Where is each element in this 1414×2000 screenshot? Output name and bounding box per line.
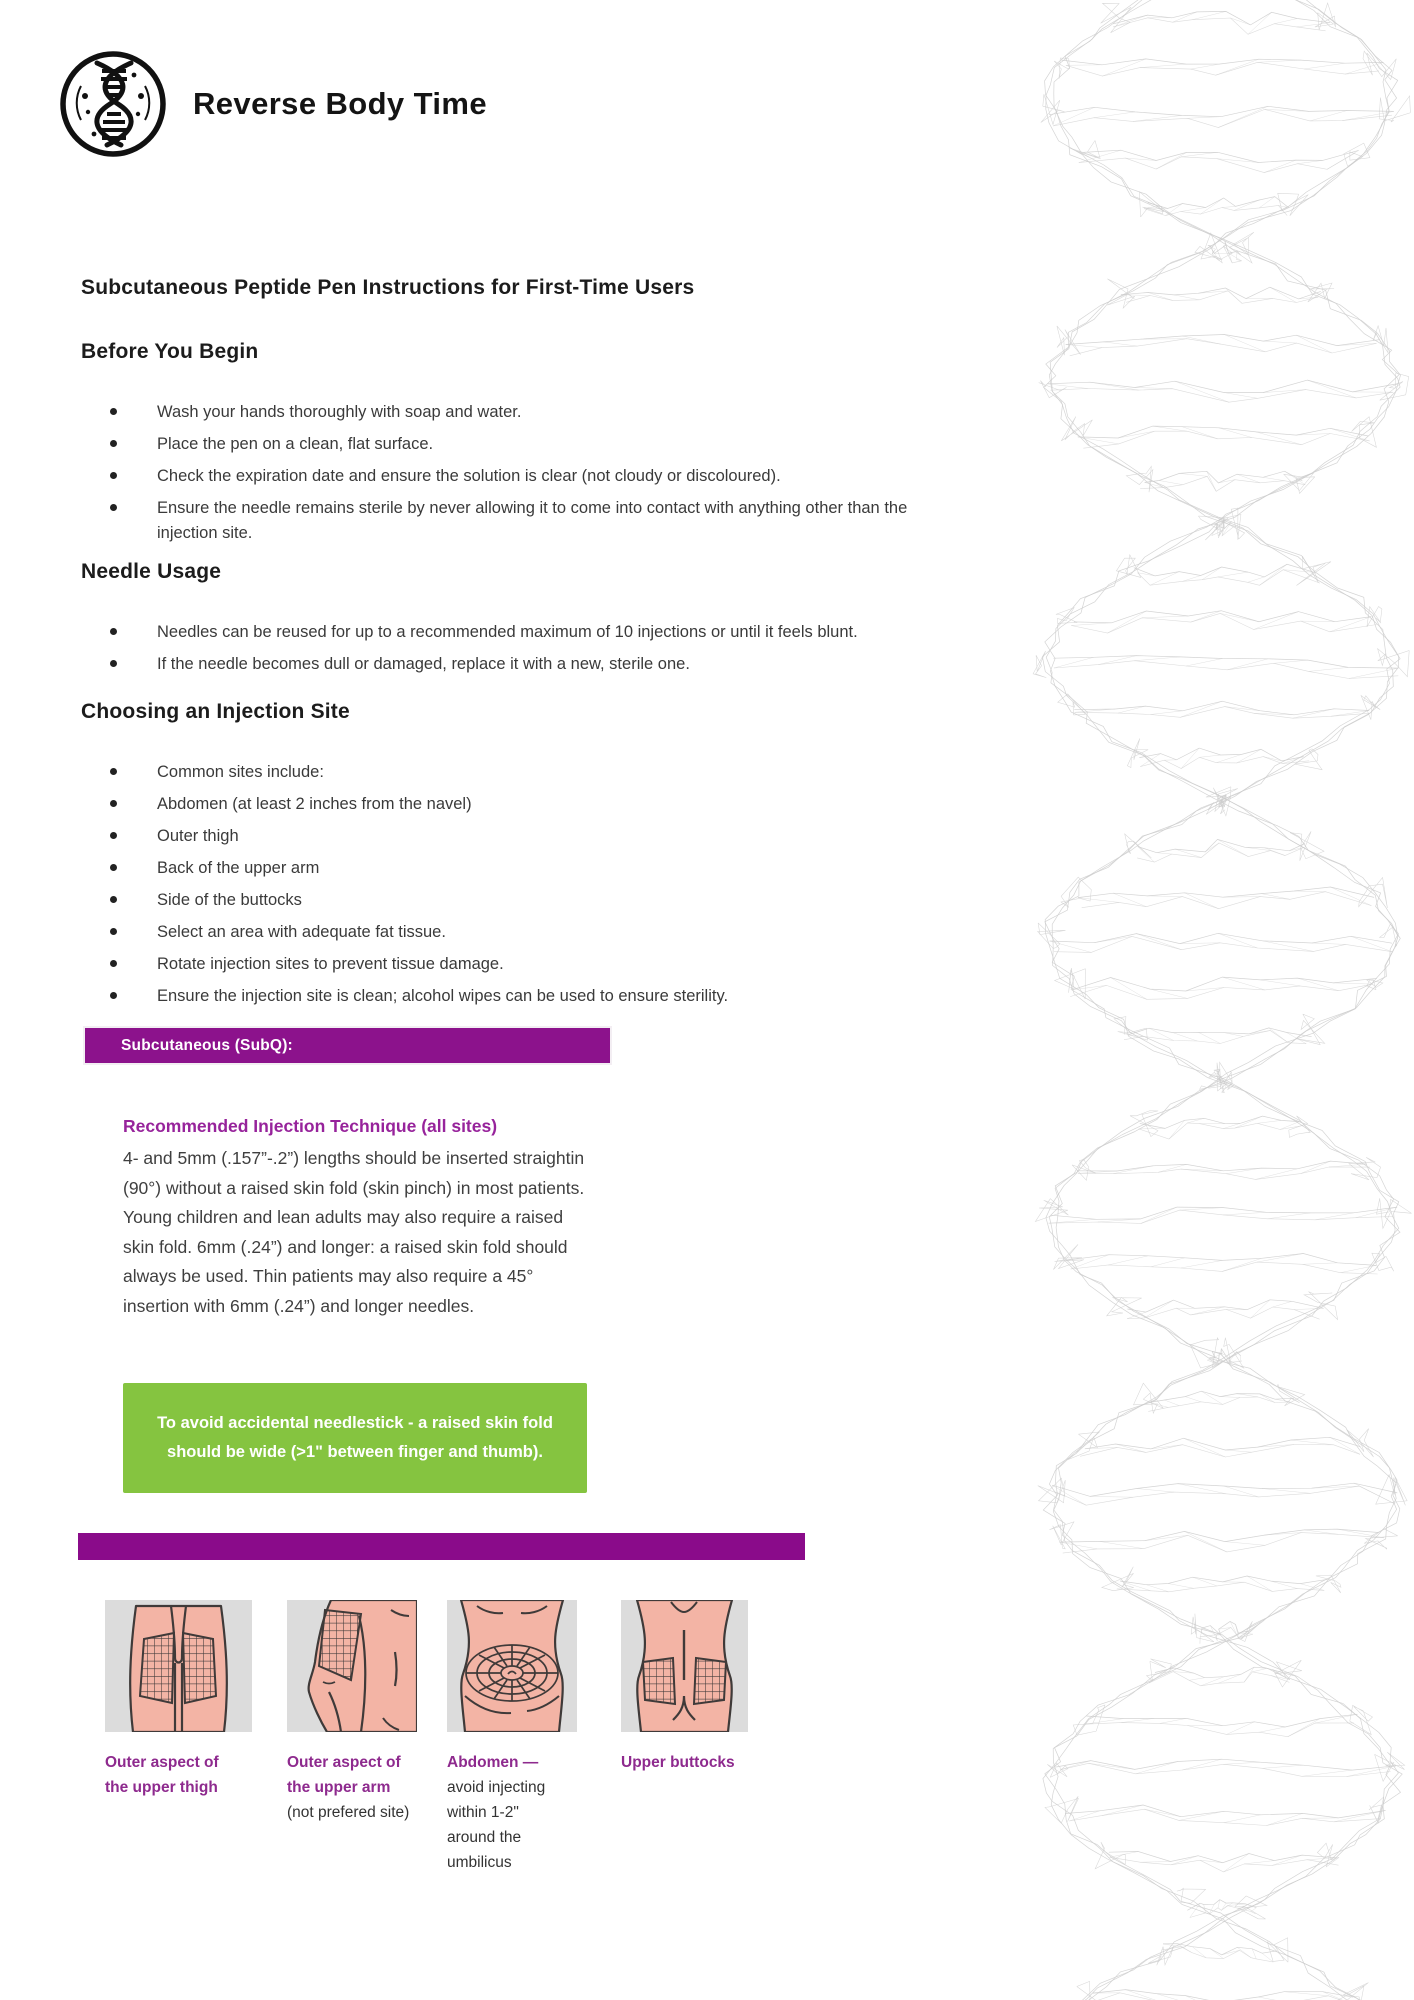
bullet-item — [110, 464, 950, 489]
site-caption — [287, 1750, 417, 1825]
subq-banner: Subcutaneous (SubQ): — [85, 1028, 610, 1063]
bullet-item — [110, 400, 950, 425]
site-label: Abdomen — — [447, 1754, 539, 1771]
abdomen-injection-site-illustration — [447, 1600, 577, 1732]
thigh-injection-site-illustration — [105, 1600, 252, 1732]
bullet-text: Back of the upper arm — [157, 859, 320, 877]
site-caption — [621, 1750, 761, 1775]
buttocks-injection-site-illustration — [621, 1600, 748, 1732]
site-label: Outer aspect of the upper arm — [287, 1754, 401, 1796]
bullet-text: Select an area with adequate fat tissue. — [157, 923, 446, 941]
technique-block — [123, 1116, 589, 1321]
bullet-text: Needles can be reused for up to a recommended maximum of 10 injections or until it feels blunt. — [157, 623, 858, 641]
needlestick-warning-text: To avoid accidental needlestick - a raised skin fold should be wide (>1" between finger and thumb). — [157, 1414, 553, 1461]
bullet-text: Wash your hands thoroughly with soap and water. — [157, 403, 522, 421]
bullet-text: Common sites include: — [157, 763, 324, 781]
bullet-list-choosing-site — [110, 760, 950, 1016]
bullet-dot — [110, 832, 117, 839]
section-heading-before-you-begin: Before You Begin — [81, 340, 259, 363]
bullet-item — [110, 920, 950, 945]
site-caption — [447, 1750, 559, 1875]
bullet-dot — [110, 768, 117, 775]
site-label: Upper buttocks — [621, 1754, 735, 1771]
dna-logo-icon — [57, 48, 169, 160]
section-heading-choosing-site: Choosing an Injection Site — [81, 700, 350, 723]
bullet-item — [110, 760, 950, 785]
bullet-list-before-you-begin — [110, 400, 950, 553]
arm-injection-site-illustration — [287, 1600, 417, 1732]
bullet-list-needle-usage — [110, 620, 950, 684]
bullet-item — [110, 824, 950, 849]
bullet-text: Ensure the needle remains sterile by never allowing it to come into contact with anything other than the injection site. — [157, 499, 908, 542]
bullet-item — [110, 984, 950, 1009]
bullet-text: Outer thigh — [157, 827, 239, 845]
technique-title: Recommended Injection Technique (all sites) — [123, 1116, 498, 1136]
bullet-text: Side of the buttocks — [157, 891, 302, 909]
purple-divider — [78, 1533, 805, 1560]
bullet-dot — [110, 660, 117, 667]
site-note: avoid injecting within 1-2" around the umbilicus — [447, 1779, 546, 1871]
brand-title: Reverse Body Time — [193, 86, 487, 121]
needlestick-warning-box — [123, 1383, 587, 1493]
header — [57, 48, 487, 160]
page-title: Subcutaneous Peptide Pen Instructions for First-Time Users — [81, 276, 695, 299]
bullet-text: Abdomen (at least 2 inches from the navel) — [157, 795, 472, 813]
technique-body: 4- and 5mm (.157”-.2”) lengths should be inserted straightin (90°) without a raised skin fold (skin pinch) in most patients. Young children and lean adults may also require a raised skin fold. 6mm (.24”) and longer: a raised skin fold should always be used. Thin patients may also require a 45° insertion with 6mm (.24”) and longer needles. — [123, 1148, 585, 1316]
bullet-dot — [110, 408, 117, 415]
bullet-dot — [110, 928, 117, 935]
bullet-item — [110, 620, 950, 645]
site-label: Outer aspect of the upper thigh — [105, 1754, 219, 1796]
bullet-dot — [110, 896, 117, 903]
site-caption — [105, 1750, 235, 1800]
site-figure-arm — [287, 1600, 417, 1825]
site-figure-thigh — [105, 1600, 252, 1800]
bullet-dot — [110, 440, 117, 447]
bullet-dot — [110, 800, 117, 807]
bullet-item — [110, 432, 950, 457]
bullet-item — [110, 952, 950, 977]
bullet-dot — [110, 992, 117, 999]
site-figure-buttocks — [621, 1600, 761, 1775]
section-heading-needle-usage: Needle Usage — [81, 560, 222, 583]
bullet-dot — [110, 960, 117, 967]
bullet-dot — [110, 864, 117, 871]
bullet-dot — [110, 628, 117, 635]
dna-helix-wireframe-background — [984, 0, 1414, 2000]
bullet-text: If the needle becomes dull or damaged, replace it with a new, sterile one. — [157, 655, 690, 673]
bullet-item — [110, 496, 950, 546]
bullet-item — [110, 652, 950, 677]
site-figure-abdomen — [447, 1600, 577, 1875]
bullet-text: Ensure the injection site is clean; alcohol wipes can be used to ensure sterility. — [157, 987, 729, 1005]
bullet-dot — [110, 472, 117, 479]
bullet-dot — [110, 504, 117, 511]
bullet-item — [110, 792, 950, 817]
bullet-text: Rotate injection sites to prevent tissue damage. — [157, 955, 504, 973]
bullet-text: Check the expiration date and ensure the solution is clear (not cloudy or discoloured). — [157, 467, 781, 485]
site-note: (not prefered site) — [287, 1804, 410, 1821]
bullet-item — [110, 856, 950, 881]
bullet-text: Place the pen on a clean, flat surface. — [157, 435, 434, 453]
bullet-item — [110, 888, 950, 913]
